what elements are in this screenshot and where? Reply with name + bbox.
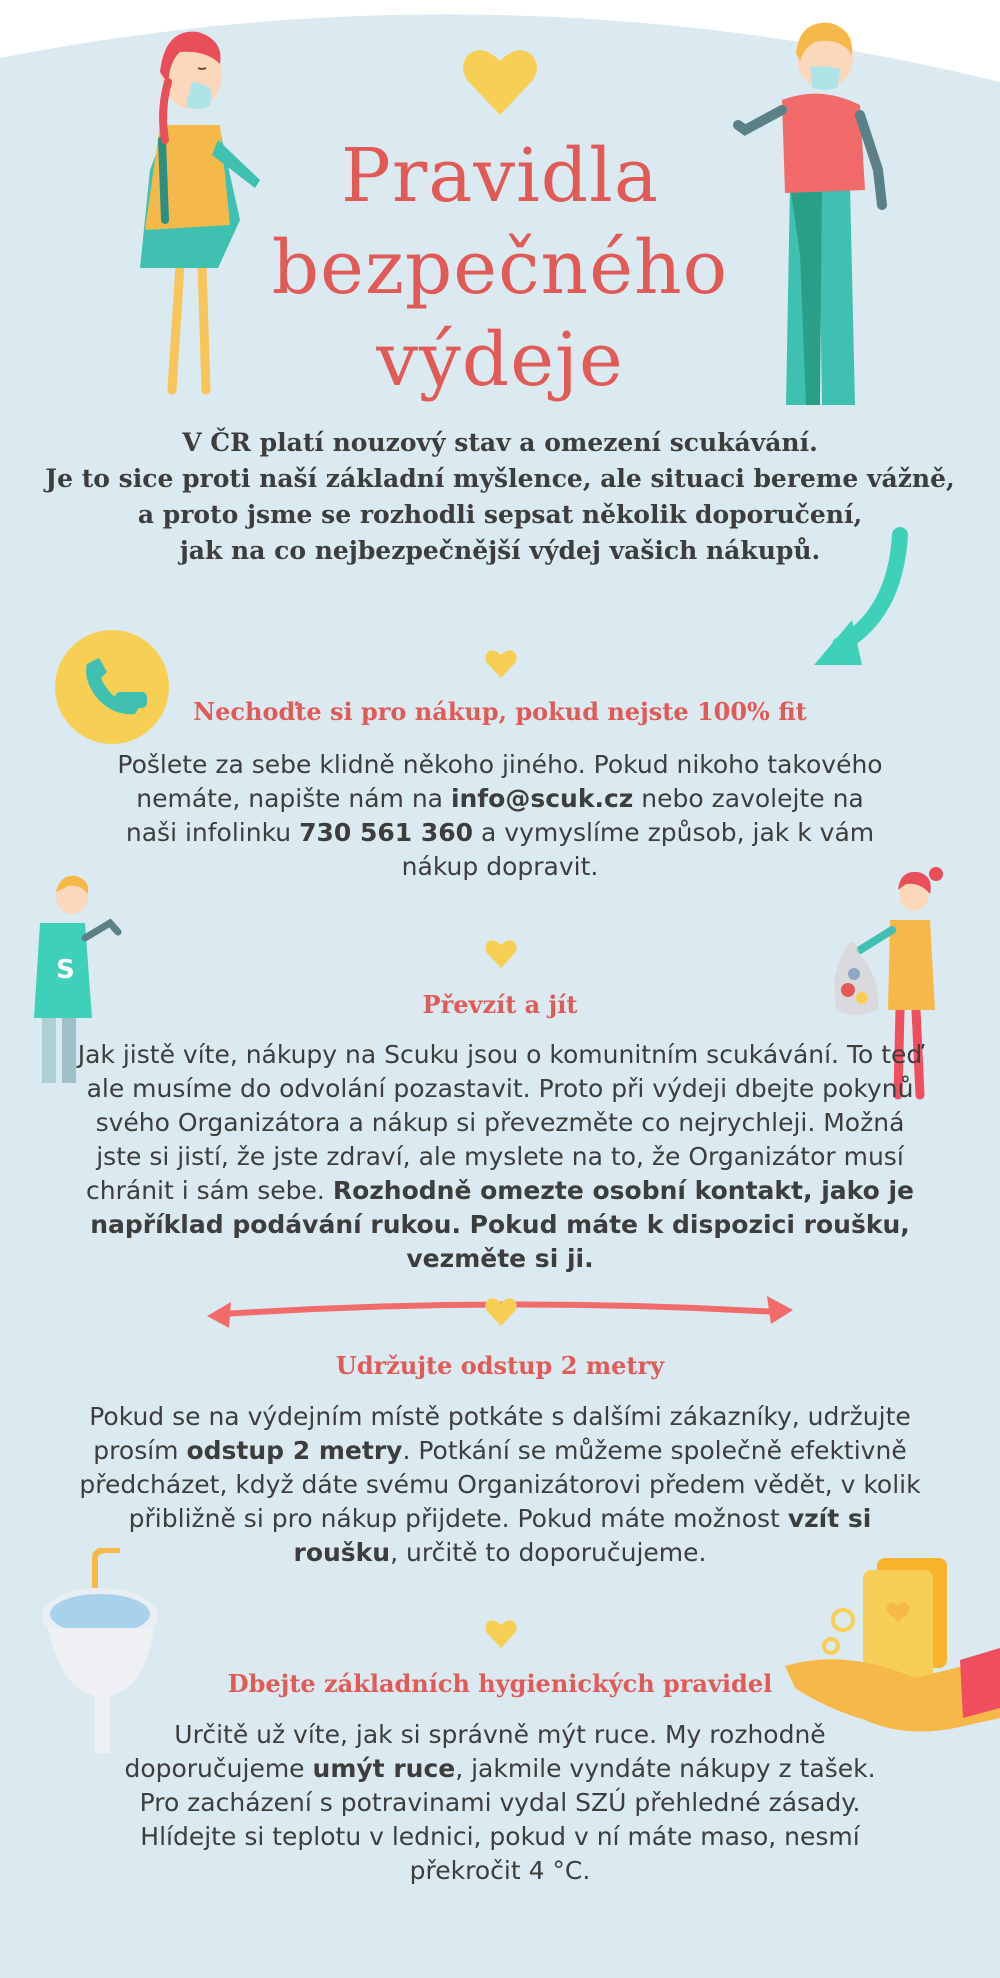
section-text (75, 1400, 925, 1570)
page-title (200, 130, 800, 406)
section-text (120, 1718, 880, 1888)
text-span: Pokud se na výdejním místě potkáte s dalšími zákazníky, udržujte prosím (89, 1402, 911, 1465)
section-text (75, 1038, 925, 1276)
emphasis-text: vzít si roušku (293, 1504, 872, 1567)
section-heading: Udržujte odstup 2 metry (335, 1351, 665, 1380)
title-line: Pravidla (341, 133, 659, 219)
heart-icon (484, 648, 518, 679)
emphasis-text: Rozhodně omezte osobní kontakt, jako je například podávání rukou. Pokud máte k dispozici roušku, vezměte si ji. (90, 1176, 914, 1273)
intro-line: V ČR platí nouzový stav a omezení scukávání. (182, 428, 818, 457)
text-span: nebo zavolejte na naši infolinku (125, 784, 864, 847)
arrow-down-icon (800, 525, 930, 675)
text-span: Jak jistě víte, nákupy na Scuku jsou o komunitním scukávání. To teď ale musíme do odvolání pozastavit. Proto při výdeji dbejte pokynů svého Organizátora a nákup si převezměte co nejrychleji. Možná jste si jistí, že jste zdraví, ale myslete na to, že Organizátor musí chránit i sám sebe. (77, 1040, 923, 1205)
text-span: Pošlete za sebe klidně někoho jiného. Pokud nikoho takového nemáte, napište nám na (117, 750, 883, 813)
section-text (110, 748, 890, 884)
section-heading: Dbejte základních hygienických pravidel (227, 1669, 773, 1698)
emphasis-text: umýt ruce (312, 1754, 456, 1783)
title-line: výdeje (376, 317, 624, 403)
phone-number[interactable]: 730 561 360 (299, 818, 474, 847)
heart-icon (484, 938, 518, 969)
title-line: bezpečného (271, 225, 729, 311)
emphasis-text: odstup 2 metry (186, 1436, 403, 1465)
intro-line: jak na co nejbezpečnější výdej vašich nákupů. (179, 536, 821, 565)
intro-line: a proto jsme se rozhodli sepsat několik doporučení, (137, 500, 863, 529)
intro-line: Je to sice proti naší základní myšlence, ale situaci bereme vážně, (45, 464, 955, 493)
text-span: , určitě to doporučujeme. (390, 1538, 707, 1567)
text-span: , jakmile vyndáte nákupy z tašek. Pro zacházení s potravinami vydal SZÚ přehledné zásady. Hlídejte si teplotu v lednici, pokud v ní máte maso, nesmí překročit 4 °C. (139, 1754, 876, 1885)
apron-badge: S (56, 955, 75, 985)
text-span: a vymyslíme způsob, jak k vám nákup dopravit. (401, 818, 875, 881)
heart-icon (484, 1296, 518, 1327)
text-span: Určitě už víte, jak si správně mýt ruce. My rozhodně doporučujeme (124, 1720, 826, 1783)
heart-icon (460, 45, 540, 117)
heart-icon (484, 1618, 518, 1649)
section-heading: Převzít a jít (422, 990, 578, 1019)
text-span: . Potkání se můžeme společně efektivně předcházet, když dáte svému Organizátorovi předem vědět, v kolik přibližně si pro nákup přijdete. Pokud máte možnost (79, 1436, 921, 1533)
email-link[interactable]: info@scuk.cz (450, 784, 634, 813)
section-heading: Nechoďte si pro nákup, pokud nejste 100% fit (193, 697, 807, 726)
